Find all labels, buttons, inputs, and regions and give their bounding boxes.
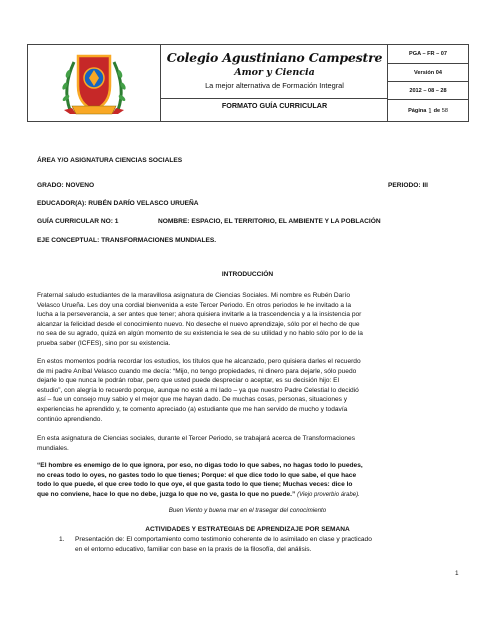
page-total: 58: [441, 107, 448, 114]
footer-page-number: 1: [455, 570, 459, 577]
text-line: alcanzar la felicidad desde el conocimiento nuevo. No deseche el nuevo aprendizaje, sólo por el hecho de que: [37, 320, 360, 328]
text-line: lucha a la perseverancia, a ser antes que tener; ahora quisiera invitarle a la trascendencia y a la insistencia por: [37, 311, 362, 319]
period-label: PERIODO:: [388, 182, 421, 189]
page-current: 1: [427, 106, 433, 115]
logo-cell: [28, 45, 161, 121]
text-line: Fraternal saludo estudiantes de la maravillosa asignatura de Ciencias Sociales. Mi nombre es Rubén Darío: [37, 292, 351, 299]
school-motto: Amor y Ciencia: [234, 67, 315, 78]
text-line: prueba saber (ICFES), sino por su existencia.: [37, 339, 171, 347]
page-indicator: [388, 100, 468, 121]
school-name: Colegio Agustiniano Campestre: [166, 50, 383, 65]
activity-item-1: [75, 535, 475, 554]
title-block: [161, 45, 388, 99]
activities-heading: ACTIVIDADES Y ESTRATEGIAS DE APRENDIZAJE POR SEMANA: [145, 526, 350, 533]
quote-line: todo lo que puede, el que cree todo lo que oye, el que gasta todo lo que tiene; Muchas veces: dice lo: [37, 481, 353, 489]
document-meta: [388, 45, 468, 121]
intro-paragraph-3: [37, 434, 462, 453]
guide-number: GUÍA CURRICULAR NO: 1: [37, 218, 119, 225]
text-line: estudio”, con alegría lo recuerdo porque, aunque no esté a mi lado – ya que nuestro Padre Celestial lo decidió: [37, 386, 359, 394]
quote-line: “El hombre es enemigo de lo que ignora, por eso, no digas todo lo que sabes, no hagas todo lo puedes,: [37, 462, 363, 469]
document-version: Versión 04: [388, 64, 468, 82]
document-header: [27, 44, 469, 122]
farewell-line: Buen Viento y buena mar en el trasegar del conocimiento: [168, 507, 327, 514]
quote-line: que no conviene, hace lo que no debe, juzga lo que no ve, gasta lo que no puede.” (Viejo proverbio árabe).: [37, 490, 360, 498]
text-line: no sea de su agrado, quizá en algún momento de su existencia le sea de su utilidad y no hablo sólo por lo de la: [37, 330, 363, 338]
text-line: En esta asignatura de Ciencias sociales, durante el Tercer Periodo, se trabajará acerca de Transformaciones: [37, 435, 356, 442]
text-line: de mi padre Aníbal Velasco cuando me decía: “Mijo, no tengo propiedades, ni dinero para dejarle, sólo puedo: [37, 367, 357, 375]
area-line: ÁREA Y/O ASIGNATURA CIENCIAS SOCIALES: [37, 157, 183, 164]
intro-paragraph-1: [37, 291, 462, 349]
guide-name: NOMBRE: ESPACIO, EL TERRITORIO, EL AMBIENTE Y LA POBLACIÓN: [158, 218, 381, 225]
school-tagline: La mejor alternativa de Formación Integral: [205, 81, 344, 90]
school-crest-logo: [58, 48, 130, 118]
proverb-quote: [37, 461, 465, 500]
page-of: de: [433, 107, 441, 114]
page-label: Página: [408, 107, 427, 114]
period-value: III: [422, 182, 428, 189]
period-line: [388, 181, 428, 191]
text-line: continúo aprendiendo.: [37, 415, 103, 423]
quote-line: no creas todo lo oyes, no gastes todo lo que tienes; Porque: el que dice todo lo que sabe, el que hace: [37, 471, 357, 479]
text-line: En estos momentos podría recordar los estudios, los títulos que he alcanzado, pero quisiera darles el recuerdo: [37, 358, 361, 365]
text-line: así – fue un consejo muy sabio y el mejor que me hayan dado. De muchas cosas, personas, situaciones y: [37, 396, 348, 404]
text-line: mundiales.: [37, 444, 69, 452]
activity-number: 1.: [59, 536, 65, 543]
text-line: Velasco Urueña. Les doy una cordial bienvenida a este Tercer Periodo. En otros periodos le he invitado a la: [37, 301, 352, 309]
text-line: Presentación de: El comportamiento como testimonio coherente de lo asimilado en clase y practicado: [75, 536, 372, 543]
quote-source: (Viejo proverbio árabe).: [297, 491, 360, 498]
document-code: PGA – FR – 07: [388, 45, 468, 64]
text-line: dejarle lo que nunca le podrán robar, pero que usted puede despreciar o aceptar, es su decisión hijo: El: [37, 377, 340, 385]
educator-line: EDUCADOR(A): RUBÉN DARÍO VELASCO URUEÑA: [37, 200, 199, 207]
format-title: FORMATO GUÍA CURRICULAR: [221, 101, 328, 110]
intro-paragraph-2: [37, 357, 462, 424]
text-line: en el entorno educativo, familiar con base en la praxis de la filosofía, del análisis.: [75, 545, 312, 553]
conceptual-axis: EJE CONCEPTUAL: TRANSFORMACIONES MUNDIALES.: [37, 237, 217, 244]
grade-line: GRADO: NOVENO: [37, 182, 95, 189]
title-cell: [161, 45, 388, 121]
text-line: experiencias he aprendido y, te comento apreciado (a) estudiante que me han servido de mucho y todavía: [37, 405, 348, 413]
intro-heading: INTRODUCCIÓN: [221, 271, 274, 278]
document-date: 2012 – 08 – 28: [388, 82, 468, 100]
